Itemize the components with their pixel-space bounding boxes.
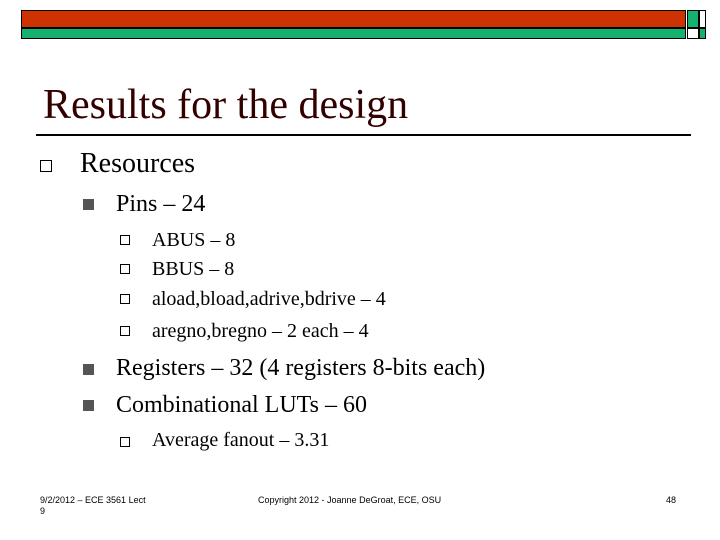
slide-title: Results for the design [43,82,409,128]
corner-square-green-top [687,10,699,28]
footer-date [40,495,146,517]
hollow-square-bullet-icon [120,326,130,336]
corner-square-white-top [699,10,706,28]
outline-item-pins: Pins – 24 [116,191,206,217]
outline-item-bbus: BBUS – 8 [152,258,235,280]
outline-item-regno: aregno,bregno – 2 each – 4 [152,320,369,342]
footer-page-number: 48 [666,495,677,505]
filled-square-bullet-icon [83,199,94,210]
outline-item-registers: Registers – 32 (4 registers 8-bits each) [116,355,486,381]
footer-copyright: Copyright 2012 - Joanne DeGroat, ECE, OSU [258,495,442,505]
outline-item-fanout: Average fanout – 3.31 [152,429,330,451]
footer-date-line1: 9/2/2012 – ECE 3561 Lect [40,495,146,505]
outline-item-abus: ABUS – 8 [152,229,236,251]
hollow-square-bullet-icon [120,264,130,274]
outline-item-luts: Combinational LUTs – 60 [116,392,367,418]
corner-square-green-bottom [699,28,706,39]
outline-item-resources: Resources [80,148,196,179]
title-underline [36,134,691,136]
outline-item-load-drive: aload,bload,adrive,bdrive – 4 [152,288,386,310]
filled-square-bullet-icon [83,400,94,411]
hollow-square-bullet-icon [120,437,130,447]
corner-square-white-bottom [687,28,699,39]
footer-date-line2: 9 [40,506,46,516]
red-band [21,10,686,28]
green-band [21,28,686,39]
hollow-square-bullet-icon [120,294,130,304]
header-decoration [0,0,720,44]
filled-square-bullet-icon [83,364,94,375]
hollow-square-bullet-icon [120,235,130,245]
hollow-square-bullet-icon [40,160,52,172]
